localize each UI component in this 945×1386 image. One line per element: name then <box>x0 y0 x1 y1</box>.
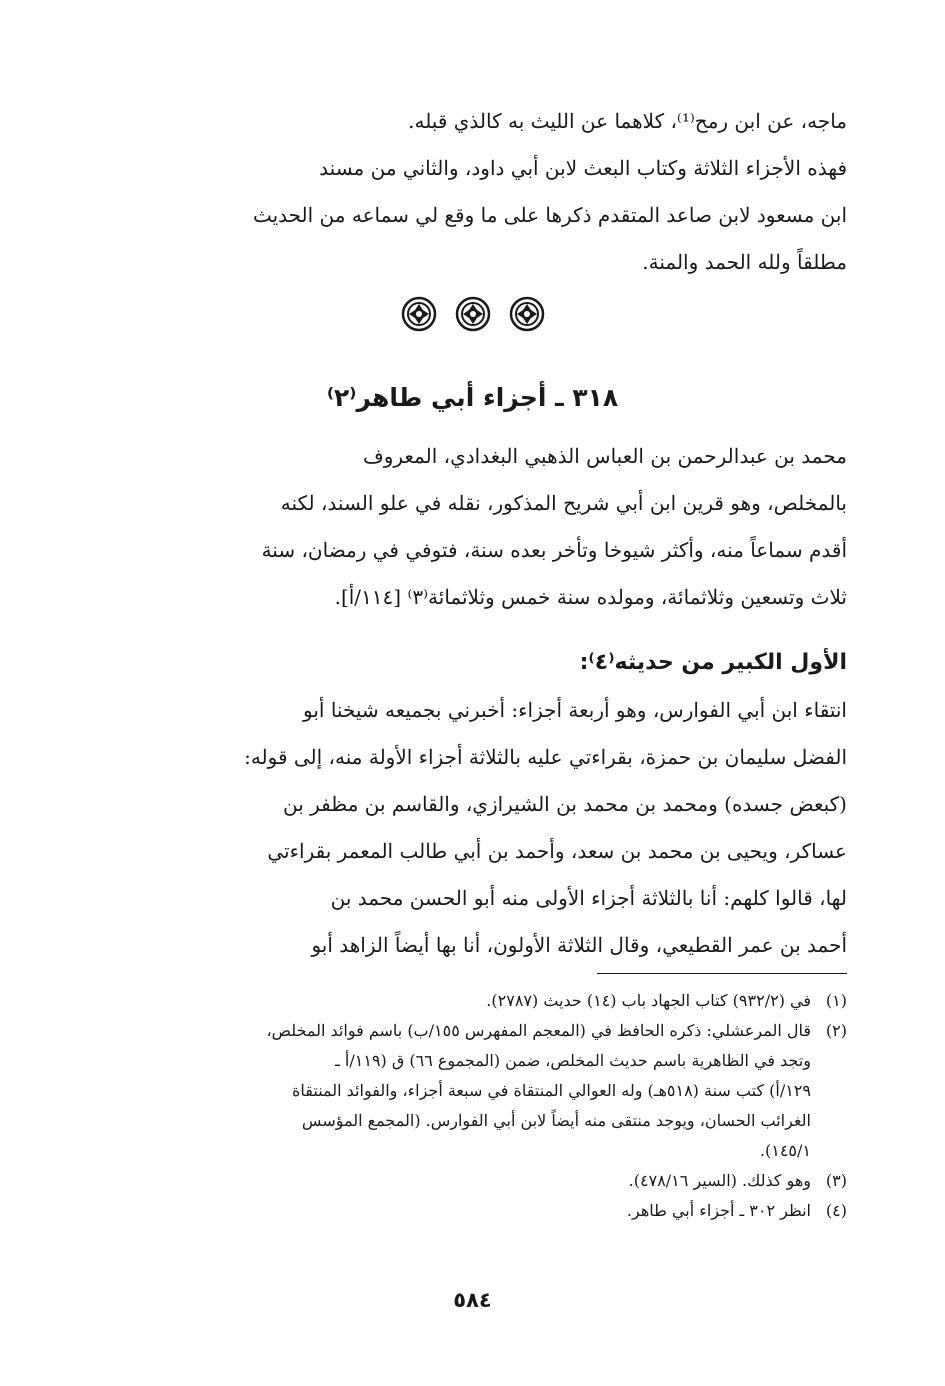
footnote-line: ١٤٥/١). <box>759 1141 811 1160</box>
intro-paragraph <box>99 98 847 286</box>
chain-paragraph <box>99 687 847 969</box>
footnote-item <box>99 1166 847 1196</box>
ornament-medallion-icon <box>509 296 545 332</box>
section-heading: ٣١٨ ـ أجزاء أبي طاهر⁽٢⁾ <box>326 383 619 412</box>
subheading: الأول الكبير من حديثه⁽٤⁾: <box>579 650 847 675</box>
footnote-text <box>99 1016 811 1166</box>
bio-line: ثلاث وتسعين وثلاثمائة، ومولده سنة خمس وثلاثمائة⁽٣⁾ [١١٤/أ]. <box>334 585 847 609</box>
footnote-number: (١) <box>825 991 847 1010</box>
footnote-number: (٢) <box>825 1021 847 1040</box>
chain-line: انتقاء ابن أبي الفوارس، وهو أربعة أجزاء: أخبرني بجميعه شيخنا أبو <box>303 698 847 722</box>
footnote-line: ١٢٩/أ) كتب سنة (٥١٨هـ) وله العوالي المنتقاة في سبعة أجزاء، والفوائد المنتقاة <box>292 1081 811 1100</box>
footnote-line: قال المرعشلي: ذكره الحافظ في (المعجم المفهرس ١٥٥/ب) باسم فوائد المخلص، <box>266 1021 811 1040</box>
bio-line: أقدم سماعاً منه، وأكثر شيوخا وتأخر بعده سنة، فتوفي في رمضان، سنة <box>261 538 847 562</box>
bio-line: بالمخلص، وهو قرين ابن أبي شريح المذكور، نقله في علو السند، لكنه <box>280 491 847 515</box>
intro-line: ابن مسعود لابن صاعد المتقدم ذكرها على ما وقع لي سماعه من الحديث <box>252 203 847 227</box>
footnotes <box>99 986 847 1226</box>
ornament-separator <box>0 296 945 336</box>
footnote-text <box>99 1166 811 1196</box>
footnote-line: وتجد في الظاهرية باسم حديث المخلص، ضمن (المجموع ٦٦) ق (١١٩/أ ـ <box>335 1051 811 1070</box>
intro-line: مطلقاً ولله الحمد والمنة. <box>642 250 847 274</box>
footnote-number: (٣) <box>825 1171 847 1190</box>
footnote-text <box>99 1196 811 1226</box>
footnote-line: في (٩٣٢/٢) كتاب الجهاد باب (١٤) حديث (٢٧٨٧). <box>486 991 811 1010</box>
page-number: ٥٨٤ <box>453 1288 492 1312</box>
footnote-item <box>99 986 847 1016</box>
ornament-medallion-icon <box>455 296 491 332</box>
intro-line: ماجه، عن ابن رمح⁽¹⁾، كلاهما عن الليث به كالذي قبله. <box>408 109 847 133</box>
ornament-medallion-icon <box>401 296 437 332</box>
footnote-line: الغرائب الحسان، ويوجد منتقى منه أيضاً لابن أبي الفوارس. (المجمع المؤسس <box>301 1111 811 1130</box>
chain-line: أحمد بن عمر القطيعي، وقال الثلاثة الأولون، أنا بها أيضاً الزاهد أبو <box>311 933 847 957</box>
footnote-rule <box>597 973 847 974</box>
footnote-text <box>99 986 811 1016</box>
footnote-number: (٤) <box>825 1201 847 1220</box>
chain-line: الفضل سليمان بن حمزة، بقراءتي عليه بالثلاثة أجزاء الأولة منه، إلى قوله: <box>244 745 847 769</box>
chain-line: عساكر، ويحيى بن محمد بن سعد، وأحمد بن أبي طالب المعمر بقراءتي <box>267 839 847 863</box>
bio-paragraph <box>99 433 847 621</box>
bio-line: محمد بن عبدالرحمن بن العباس الذهبي البغدادي، المعروف <box>362 444 847 468</box>
footnote-line: انظر ٣٠٢ ـ أجزاء أبي طاهر. <box>626 1201 811 1220</box>
intro-line: فهذه الأجزاء الثلاثة وكتاب البعث لابن أبي داود، والثاني من مسند <box>319 156 847 180</box>
footnote-item <box>99 1016 847 1166</box>
chain-line: لها، قالوا كلهم: أنا بالثلاثة أجزاء الأولى منه أبو الحسن محمد بن <box>330 886 847 910</box>
footnote-line: وهو كذلك. (السير ٤٧٨/١٦). <box>628 1171 811 1190</box>
chain-line: (كبعض جسده) ومحمد بن محمد بن الشيرازي، والقاسم بن مظفر بن <box>282 792 847 816</box>
footnote-item <box>99 1196 847 1226</box>
